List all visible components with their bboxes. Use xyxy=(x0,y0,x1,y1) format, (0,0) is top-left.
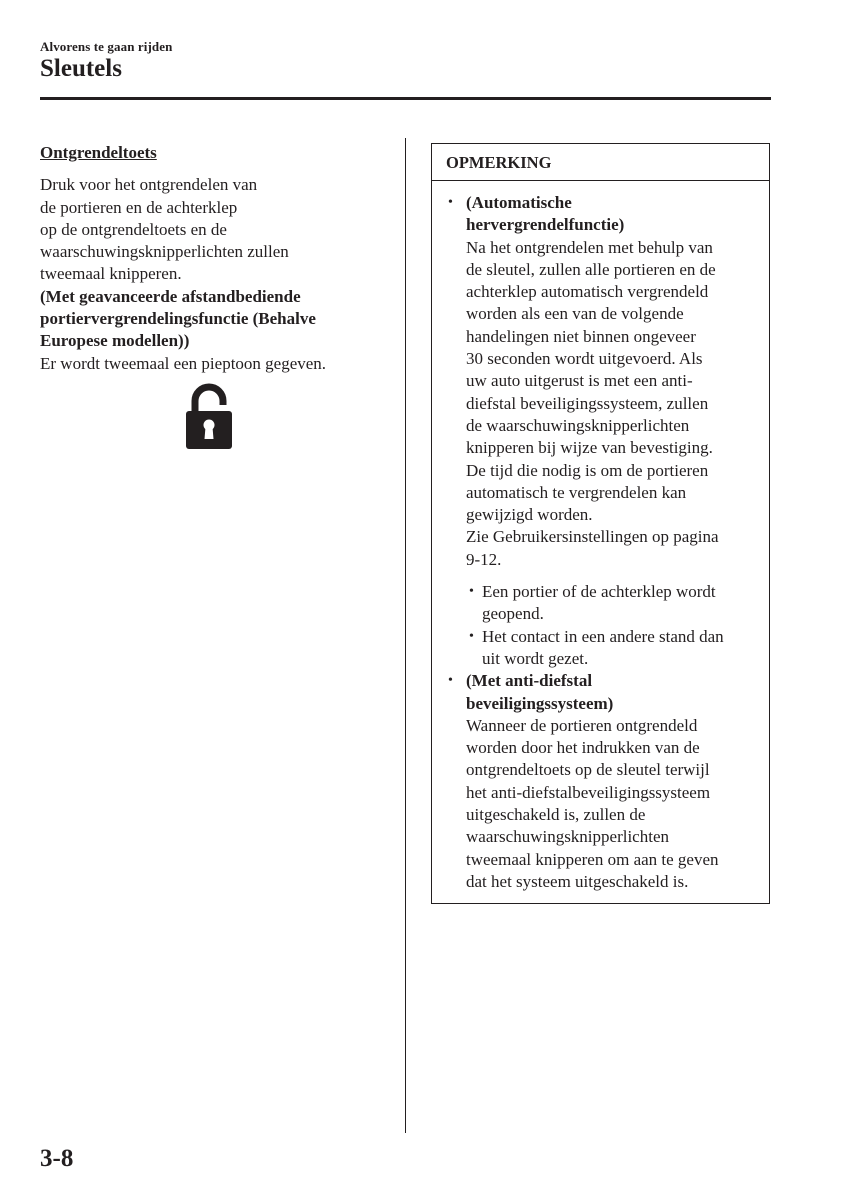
sub-list-item xyxy=(432,626,769,671)
text-line: tweemaal knipperen. xyxy=(40,264,182,284)
left-column xyxy=(40,142,385,375)
text-line: handelingen niet binnen ongeveer xyxy=(466,326,696,346)
bullet-icon: • xyxy=(448,195,453,210)
text-line: Het contact in een andere stand dan xyxy=(482,626,724,646)
page-number: 3-8 xyxy=(40,1145,74,1172)
text-line: de waarschuwingsknipperlichten xyxy=(466,415,690,435)
text-line: geopend. xyxy=(482,604,544,624)
column-divider xyxy=(405,138,406,1133)
text-line: dat het systeem uitgeschakeld is. xyxy=(466,871,689,891)
sub-list xyxy=(432,581,769,670)
text-line: uw auto uitgerust is met een anti- xyxy=(466,371,693,391)
text-line: 9-12. xyxy=(466,549,502,569)
text-line: gewijzigd worden. xyxy=(466,505,593,525)
item-title xyxy=(466,192,761,237)
text-line: (Met geavanceerde afstandbediende xyxy=(40,286,301,306)
text-line: ontgrendeltoets op de sleutel terwijl xyxy=(466,760,710,780)
text-line: het anti-diefstalbeveiligingssysteem xyxy=(466,782,711,802)
text-line: achterklep automatisch vergrendeld xyxy=(466,282,709,302)
subheading-ontgrendeltoets: Ontgrendeltoets xyxy=(40,143,157,162)
bullet-icon: • xyxy=(469,628,474,644)
text-line: Zie Gebruikersinstellingen op pagina xyxy=(466,527,719,547)
text-line: waarschuwingsknipperlichten zullen xyxy=(40,242,289,262)
text-line: de portieren en de achterklep xyxy=(40,197,238,217)
text-line: knipperen bij wijze van bevestiging. xyxy=(466,438,713,458)
text-line: uit wordt gezet. xyxy=(482,648,589,668)
text-line: Wanneer de portieren ontgrendeld xyxy=(466,715,698,735)
text-line: uitgeschakeld is, zullen de xyxy=(466,805,646,825)
list-item xyxy=(432,670,769,893)
text-line: Europese modellen)) xyxy=(40,331,190,351)
text-line: hervergrendelfunctie) xyxy=(466,215,625,235)
text-line: tweemaal knipperen om aan te geven xyxy=(466,849,719,869)
text-line: automatisch te vergrendelen kan xyxy=(466,482,687,502)
text-line: de sleutel, zullen alle portieren en de xyxy=(466,259,716,279)
item-body xyxy=(466,237,761,571)
note-heading: OPMERKING xyxy=(432,144,769,181)
page-title: Sleutels xyxy=(40,55,122,82)
text-line: op de ontgrendeltoets en de xyxy=(40,219,227,239)
text-line: waarschuwingsknipperlichten xyxy=(466,827,669,847)
text-line: diefstal beveiligingssysteem, zullen xyxy=(466,393,709,413)
note-body xyxy=(432,192,769,893)
unlock-description xyxy=(40,174,385,285)
text-line: 30 seconden wordt uitgevoerd. Als xyxy=(466,349,703,369)
sub-list-item xyxy=(432,581,769,626)
text-line: beveiligingssysteem) xyxy=(466,693,614,713)
text-line: (Automatische xyxy=(466,193,572,212)
list-item xyxy=(432,192,769,571)
text-line: portiervergrendelingsfunctie (Behalve xyxy=(40,309,316,329)
note-box xyxy=(431,143,770,904)
title-rule xyxy=(40,97,771,100)
item-body xyxy=(466,715,761,893)
item-title xyxy=(466,670,761,715)
text-line: worden door het indrukken van de xyxy=(466,738,700,758)
unlock-icon xyxy=(186,383,232,449)
advanced-remote-heading xyxy=(40,286,385,353)
text-line: Een portier of de achterklep wordt xyxy=(482,582,716,602)
section-label: Alvorens te gaan rijden xyxy=(40,39,173,54)
text-line: De tijd die nodig is om de portieren xyxy=(466,460,709,480)
text-line: worden als een van de volgende xyxy=(466,304,684,324)
text-line: (Met anti-diefstal xyxy=(466,671,593,691)
bullet-icon: • xyxy=(469,584,474,600)
text-line: Druk voor het ontgrendelen van xyxy=(40,175,258,195)
bullet-icon: • xyxy=(448,673,453,689)
beep-description: Er wordt tweemaal een pieptoon gegeven. xyxy=(40,353,327,373)
text-line: Na het ontgrendelen met behulp van xyxy=(466,237,713,257)
